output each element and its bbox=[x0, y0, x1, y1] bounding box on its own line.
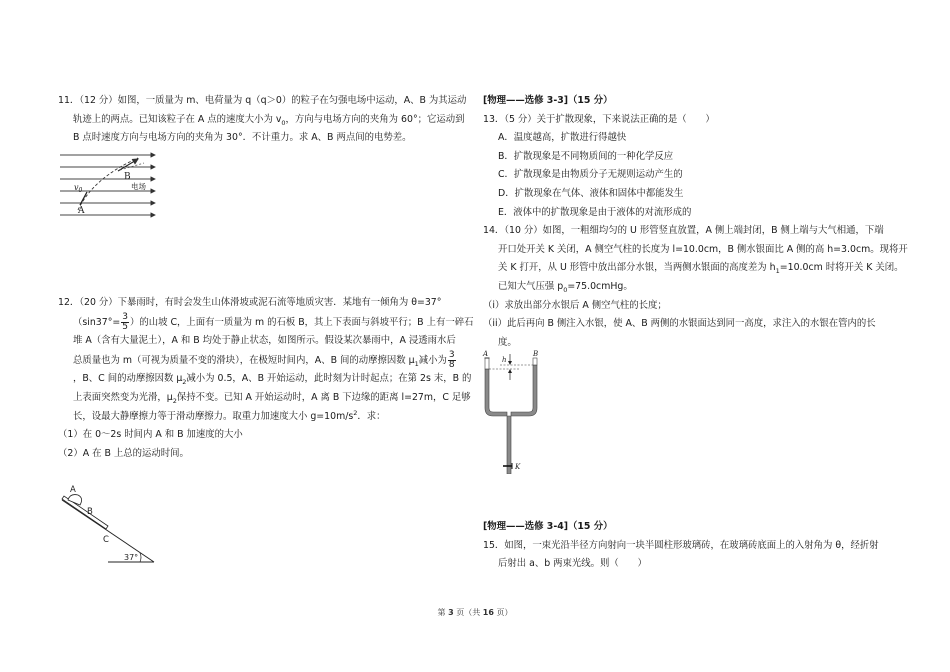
q12-fraction-numerator: 3 bbox=[122, 311, 129, 322]
footer-page-number: 3 bbox=[448, 608, 454, 617]
q11-line2-text-b: ，方向与电场方向的夹角为 60°；它运动到 bbox=[285, 113, 465, 125]
q12-mu1-fraction bbox=[448, 351, 456, 370]
q14-h1-subscript: 1 bbox=[775, 267, 780, 276]
section-title-3-4: [物理——选修 3-4]（15 分） bbox=[483, 521, 613, 532]
q14-line4 bbox=[483, 278, 903, 297]
q12-line5-text-a: ，B、C 间的动摩擦因数 μ bbox=[73, 373, 183, 385]
q12-line2-text-a: （sin37°= bbox=[73, 316, 121, 328]
q11-v0-subscript: 0 bbox=[281, 118, 286, 127]
q14-label-k: K bbox=[515, 463, 521, 471]
q12-line5 bbox=[58, 370, 478, 389]
q12-line4 bbox=[58, 351, 478, 371]
q12-label-b: B bbox=[87, 507, 93, 517]
q12-line1: 12．（20 分）下暴雨时，有时会发生山体滑坡或泥石流等地质灾害．某地有一倾角为 θ=37° bbox=[58, 297, 442, 308]
q11-line2-text-a: 轨迹上的两点。已知该粒子在 A 点的速度大小为 v bbox=[73, 113, 282, 125]
right-column bbox=[483, 92, 908, 352]
q13-option-a: A．温度越高，扩散进行得越快 bbox=[498, 132, 627, 144]
question-12 bbox=[58, 294, 478, 463]
question-14 bbox=[483, 222, 908, 352]
q11-electric-field-figure bbox=[58, 148, 168, 220]
q14-line3-text-a: 关 K 打开，从 U 形管中放出部分水银，当两侧水银面的高度差为 h bbox=[498, 262, 776, 274]
q12-label-a: A bbox=[70, 485, 76, 495]
q12-fraction-denominator: 5 bbox=[122, 321, 129, 332]
q11-label-a: A bbox=[78, 206, 85, 216]
section-title-3-3: [物理——选修 3-3]（15 分） bbox=[483, 95, 613, 106]
q14-label-h: h bbox=[502, 356, 507, 364]
q12-label-c: C bbox=[103, 535, 109, 545]
q12-line7 bbox=[58, 408, 478, 427]
q12-line5-text-b: 减小为 0.5，A、B 开始运动，此时刻为计时起点；在第 2s 末，B 的 bbox=[186, 373, 472, 385]
q14-line4-text-b: =75.0cmHg。 bbox=[567, 280, 633, 292]
left-column bbox=[58, 92, 478, 148]
right-column-lower bbox=[483, 518, 903, 574]
q14-line4-text-a: 已知大气压强 p bbox=[498, 280, 564, 292]
q14-line3 bbox=[483, 259, 903, 278]
q14-label-b: B bbox=[533, 350, 539, 358]
q15-line2: 后射出 a、b 两束光线。则（ ） bbox=[498, 558, 647, 570]
q12-subquestion-2: （2）A 在 B 上总的运动时间。 bbox=[58, 447, 189, 459]
q14-line3-text-b: =10.0cm 时将开关 K 关闭。 bbox=[779, 262, 904, 274]
q14-subquestion-2-line1: （ii）此后再向 B 侧注入水银，使 A、B 两侧的水银面达到同一高度，求注入的水银在管内的长 bbox=[483, 318, 876, 330]
left-column-lower bbox=[58, 294, 478, 463]
q12-label-angle: 37° bbox=[124, 553, 139, 562]
q12-line2 bbox=[58, 313, 478, 333]
q12-incline-figure bbox=[58, 478, 168, 568]
q12-line6-text-a: 上表面突然变为光滑，μ bbox=[73, 391, 173, 403]
q15-line1: 15．如图，一束光沿半径方向射向一块半圆柱形玻璃砖，在玻璃砖底面上的入射角为 θ，经折射 bbox=[483, 539, 879, 551]
q12-line7-text-b: ．求： bbox=[357, 410, 386, 422]
q12-mu1-denominator: 8 bbox=[448, 359, 455, 370]
q12-line4-text-a: 总质量也为 m（可视为质量不变的滑块），在极短时间内，A、B 间的动摩擦因数 μ bbox=[73, 354, 415, 366]
q14-p0-subscript: 0 bbox=[563, 285, 568, 294]
q11-label-field: 电场 bbox=[131, 182, 146, 191]
q13-stem: 13．（5 分）关于扩散现象，下来说法正确的是（ ） bbox=[483, 113, 715, 125]
q12-mu1-numerator: 3 bbox=[448, 349, 455, 360]
q12-line7-text-a: 长，设最大静摩擦力等于滑动摩擦力。取重力加速度大小 g=10m/s bbox=[73, 410, 354, 422]
q12-line6-text-b: 保持不变。已知 A 开始运动时，A 离 B 下边缘的距离 l=27m，C 足够 bbox=[176, 391, 471, 403]
question-15 bbox=[483, 537, 903, 574]
q13-option-d: D．扩散现象在气体、液体和固体中都能发生 bbox=[498, 187, 684, 199]
q14-u-tube-figure bbox=[480, 350, 550, 474]
question-11 bbox=[58, 92, 478, 148]
q11-label-v0: $v_0$ bbox=[74, 183, 83, 194]
footer-prefix: 第 bbox=[437, 608, 446, 617]
q12-line6 bbox=[58, 389, 478, 408]
question-13 bbox=[483, 111, 903, 223]
q13-option-b: B．扩散现象是不同物质间的一种化学反应 bbox=[498, 150, 674, 162]
q14-line2: 开口处开关 K 关闭，A 侧空气柱的长度为 l=10.0cm，B 侧水银面比 A 侧的高 h=3.0cm。现将开 bbox=[498, 243, 908, 255]
footer-middle: 页（共 bbox=[456, 608, 481, 617]
footer-total-pages: 16 bbox=[482, 608, 494, 617]
q11-line2 bbox=[58, 111, 478, 130]
q12-line2-text-b: ）的山坡 C，上面有一质量为 m 的石板 B，其上下表面与斜坡平行；B 上有一碎石 bbox=[130, 316, 474, 328]
q12-line3: 堆 A（含有大量泥土），A 和 B 均处于静止状态，如图所示。假设某次暴雨中，A 浸透雨水后 bbox=[73, 335, 456, 347]
q14-line1: 14．（10 分）如图，一粗细均匀的 U 形管竖直放置，A 侧上端封闭，B 侧上端与大气相通，下端 bbox=[483, 225, 884, 237]
q13-option-c: C．扩散现象是由物质分子无规则运动产生的 bbox=[498, 169, 683, 181]
q12-subquestion-1: （1）在 0～2s 时间内 A 和 B 加速度的大小 bbox=[58, 429, 243, 441]
q11-line1: 11．（12 分）如图，一质量为 m、电荷量为 q（q＞0）的粒子在匀强电场中运动，A、B 为其运动 bbox=[58, 95, 467, 106]
q12-mu2-subscript-2: 2 bbox=[172, 396, 177, 405]
q14-subquestion-1: （i）求放出部分水银后 A 侧空气柱的长度； bbox=[483, 299, 667, 311]
q12-mu1-subscript: 1 bbox=[414, 359, 419, 368]
q12-sin-fraction bbox=[121, 313, 129, 332]
page-footer bbox=[0, 607, 950, 618]
footer-suffix: 页） bbox=[496, 608, 513, 617]
q11-label-b: B bbox=[124, 172, 131, 182]
q14-label-a: A bbox=[483, 350, 489, 358]
q12-mu2-subscript: 2 bbox=[182, 378, 187, 387]
q11-line3: B 点时速度方向与电场方向的夹角为 30°．不计重力。求 A、B 两点间的电势差。 bbox=[73, 132, 412, 144]
q12-g-superscript: 2 bbox=[353, 408, 358, 417]
q12-line4-text-b: 减小为 bbox=[418, 354, 447, 366]
q14-subquestion-2-line2: 度。 bbox=[498, 336, 517, 348]
q13-option-e: E．液体中的扩散现象是由于液体的对流形成的 bbox=[498, 206, 692, 218]
